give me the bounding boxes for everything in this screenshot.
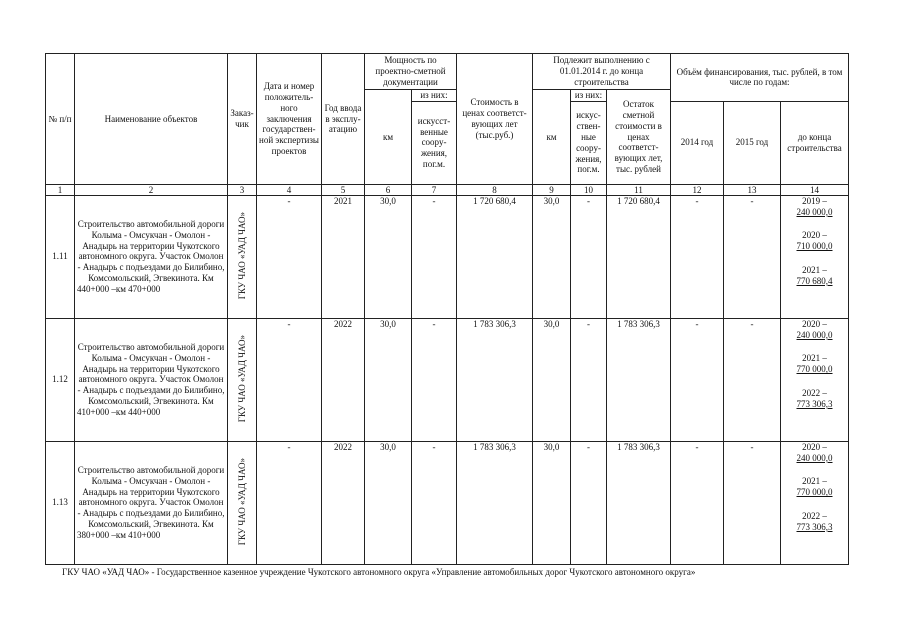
- row-number: 1.11: [46, 195, 75, 318]
- header-cap-art: искусст-венные соору-жения, пог.м.: [412, 101, 457, 184]
- header-financing: Объём финансирования, тыс. рублей, в том числе по годам:: [671, 54, 849, 102]
- header-until-end: до конца строительства: [781, 101, 849, 184]
- col-index: 5: [322, 184, 365, 195]
- financing-amount: 770 000,0: [796, 487, 833, 498]
- expertise-date: -: [257, 318, 322, 441]
- financing-2015: -: [724, 318, 781, 441]
- table-row: [46, 195, 849, 318]
- remaining-cost: 1 783 306,3: [607, 441, 671, 564]
- financing-amount: 770 000,0: [796, 364, 833, 375]
- object-name: Строительство автомобильной дороги Колыма - Омсукчан - Омолон - Анадырь на территории Чукотского автономного округа. Участок Омолон - Анадырь с подъездами до Билибино, Комсомольский, Эгвекинота. Км 440+000 –км 470+000: [75, 195, 228, 318]
- col-index: 8: [457, 184, 533, 195]
- remaining-structures: -: [571, 441, 607, 564]
- header-rem-art: искус-ствен-ные соору-жения, пог.м.: [571, 101, 607, 184]
- customer-cell: [228, 195, 257, 318]
- header-cap-km: км: [365, 90, 412, 185]
- capacity-structures: -: [412, 318, 457, 441]
- financing-2015: -: [724, 195, 781, 318]
- financing-entry: [783, 265, 846, 287]
- financing-entry: [783, 442, 846, 464]
- col-index: 9: [533, 184, 571, 195]
- row-number: 1.13: [46, 441, 75, 564]
- financing-amount: 240 000,0: [796, 452, 833, 463]
- financing-until-end: [781, 441, 849, 564]
- header-name: Наименование объектов: [75, 54, 228, 185]
- header-year: Год ввода в эксплу-атацию: [322, 54, 365, 185]
- financing-entry: [783, 230, 846, 252]
- capacity-km: 30,0: [365, 195, 412, 318]
- remaining-cost: 1 720 680,4: [607, 195, 671, 318]
- capacity-km: 30,0: [365, 441, 412, 564]
- financing-year: 2021 –: [802, 264, 827, 275]
- financing-entry: [783, 388, 846, 410]
- header-expertise: Дата и номер положитель-ного заключения государствен-ной экспертизы проектов: [257, 54, 322, 185]
- remaining-structures: -: [571, 318, 607, 441]
- header-rem-cost: Остаток сметной стоимости в ценах соответст-вующих лет, тыс. рублей: [607, 90, 671, 185]
- col-index: 13: [724, 184, 781, 195]
- header-cap-of-which: из них:: [412, 90, 457, 102]
- financing-amount: 240 000,0: [796, 206, 833, 217]
- estimated-cost: 1 720 680,4: [457, 195, 533, 318]
- table-header: [46, 54, 849, 196]
- table-body: [46, 195, 849, 564]
- remaining-km: 30,0: [533, 318, 571, 441]
- header-cost: Стоимость в ценах соответст-вующих лет (тыс.руб.): [457, 54, 533, 185]
- financing-year: 2020 –: [802, 441, 827, 452]
- financing-2015: -: [724, 441, 781, 564]
- header-rem-of-which: из них:: [571, 90, 607, 102]
- header-remaining: Подлежит выполнению с 01.01.2014 г. до конца строительства: [533, 54, 671, 90]
- col-index: 4: [257, 184, 322, 195]
- commission-year: 2022: [322, 441, 365, 564]
- financing-year: 2021 –: [802, 353, 827, 364]
- financing-year: 2022 –: [802, 387, 827, 398]
- header-num: № п/п: [46, 54, 75, 185]
- customer-cell: [228, 441, 257, 564]
- financing-2014: -: [671, 441, 724, 564]
- financing-until-end: [781, 195, 849, 318]
- header-y2015: 2015 год: [724, 101, 781, 184]
- col-index: 7: [412, 184, 457, 195]
- financing-year: 2020 –: [802, 318, 827, 329]
- col-index: 14: [781, 184, 849, 195]
- financing-entry: [783, 353, 846, 375]
- capacity-structures: -: [412, 441, 457, 564]
- financing-amount: 710 000,0: [796, 241, 833, 252]
- col-index: 1: [46, 184, 75, 195]
- col-index: 3: [228, 184, 257, 195]
- col-index: 6: [365, 184, 412, 195]
- financing-entry: [783, 319, 846, 341]
- remaining-km: 30,0: [533, 195, 571, 318]
- header-rem-km: км: [533, 90, 571, 185]
- column-index-row: [46, 184, 849, 195]
- financing-amount: 773 306,3: [796, 398, 833, 409]
- financing-amount: 240 000,0: [796, 329, 833, 340]
- remaining-km: 30,0: [533, 441, 571, 564]
- customer-cell: [228, 318, 257, 441]
- financing-2014: -: [671, 195, 724, 318]
- customer-label: ГКУ ЧАО «УАД ЧАО»: [236, 334, 247, 423]
- expertise-date: -: [257, 441, 322, 564]
- customer-label: ГКУ ЧАО «УАД ЧАО»: [236, 211, 247, 300]
- customer-label: ГКУ ЧАО «УАД ЧАО»: [236, 457, 247, 546]
- header-capacity: Мощность по проектно-сметной документации: [365, 54, 457, 90]
- commission-year: 2022: [322, 318, 365, 441]
- document-page: [45, 53, 849, 565]
- financing-year: 2019 –: [802, 195, 827, 206]
- header-customer: Заказ-чик: [228, 54, 257, 185]
- remaining-structures: -: [571, 195, 607, 318]
- object-name: Строительство автомобильной дороги Колыма - Омсукчан - Омолон - Анадырь на территории Чукотского автономного округа. Участок Омолон - Анадырь с подъездами до Билибино, Комсомольский, Эгвекинота. Км 410+000 –км 440+000: [75, 318, 228, 441]
- col-index: 2: [75, 184, 228, 195]
- financing-entry: [783, 476, 846, 498]
- capacity-structures: -: [412, 195, 457, 318]
- table-row: [46, 318, 849, 441]
- estimated-cost: 1 783 306,3: [457, 318, 533, 441]
- commission-year: 2021: [322, 195, 365, 318]
- estimated-cost: 1 783 306,3: [457, 441, 533, 564]
- financing-year: 2020 –: [802, 230, 827, 241]
- remaining-cost: 1 783 306,3: [607, 318, 671, 441]
- financing-amount: 773 306,3: [796, 521, 833, 532]
- financing-year: 2022 –: [802, 510, 827, 521]
- financing-2014: -: [671, 318, 724, 441]
- row-number: 1.12: [46, 318, 75, 441]
- object-name: Строительство автомобильной дороги Колыма - Омсукчан - Омолон - Анадырь на территории Чукотского автономного округа. Участок Омолон - Анадырь с подъездами до Билибино, Комсомольский, Эгвекинота. Км 380+000 –км 410+000: [75, 441, 228, 564]
- financing-amount: 770 680,4: [796, 275, 833, 286]
- col-index: 10: [571, 184, 607, 195]
- financing-entry: [783, 196, 846, 218]
- col-index: 11: [607, 184, 671, 195]
- financing-until-end: [781, 318, 849, 441]
- financing-entry: [783, 511, 846, 533]
- expertise-date: -: [257, 195, 322, 318]
- capacity-km: 30,0: [365, 318, 412, 441]
- financing-year: 2021 –: [802, 476, 827, 487]
- col-index: 12: [671, 184, 724, 195]
- footnote: ГКУ ЧАО «УАД ЧАО» - Государственное казенное учреждение Чукотского автономного округа «Управление автомобильных дорог Чукотского автономного округа»: [62, 567, 696, 577]
- header-y2014: 2014 год: [671, 101, 724, 184]
- table-row: [46, 441, 849, 564]
- objects-table: [45, 53, 849, 565]
